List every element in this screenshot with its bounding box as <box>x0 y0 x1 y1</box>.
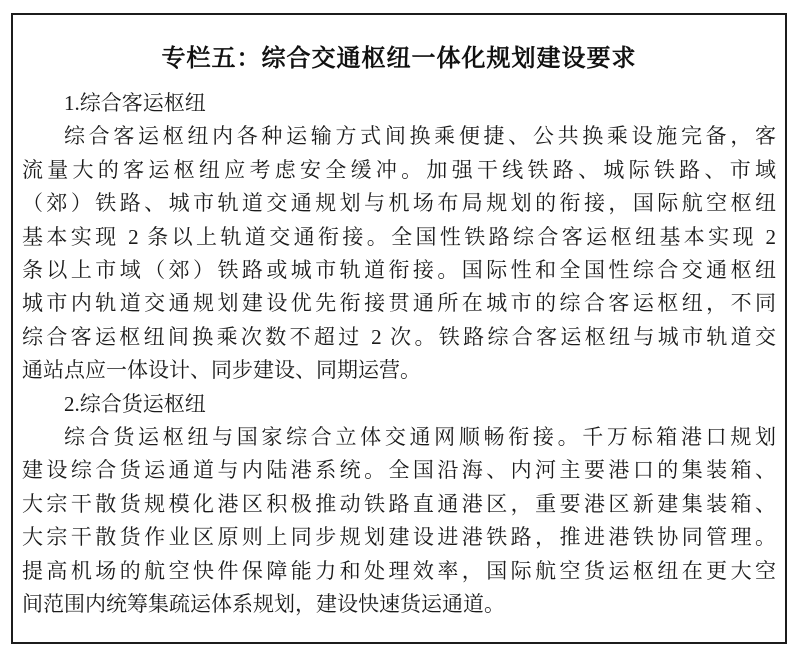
text-line: 综合客运枢纽间换乘次数不超过 2 次。铁路综合客运枢纽与城市轨道交 <box>22 324 776 349</box>
text-line: 基本实现 2 条以上轨道交通衔接。全国性铁路综合客运枢纽基本实现 2 <box>22 224 776 249</box>
text-line: （郊）铁路、城市轨道交通规划与机场布局规划的衔接，国际航空枢纽 <box>22 191 776 216</box>
text-line: 综合货运枢纽与国家综合立体交通网顺畅衔接。千万标箱港口规划 <box>64 425 776 450</box>
box-body <box>13 87 785 622</box>
text-line: 建设综合货运通道与内陆港系统。全国沿海、内河主要港口的集装箱、 <box>22 458 776 483</box>
column-five-box <box>11 13 787 644</box>
text-line: 综合客运枢纽内各种运输方式间换乘便捷、公共换乘设施完备，客 <box>64 124 776 149</box>
box-title: 专栏五：综合交通枢纽一体化规划建设要求 <box>161 45 637 72</box>
text-line: 条以上市域（郊）铁路或城市轨道衔接。国际性和全国性综合交通枢纽 <box>22 258 776 283</box>
text-line: 城市内轨道交通规划建设优先衔接贯通所在城市的综合客运枢纽，不同 <box>22 291 776 316</box>
text-line: 间范围内统筹集疏运体系规划，建设快速货运通道。 <box>22 592 505 617</box>
section-1-heading: 1.综合客运枢纽 <box>64 91 206 115</box>
text-line: 流量大的客运枢纽应考虑安全缓冲。加强干线铁路、城际铁路、市域 <box>22 157 776 182</box>
text-line: 提高机场的航空快件保障能力和处理效率，国际航空货运枢纽在更大空 <box>22 558 776 583</box>
text-line: 通站点应一体设计、同步建设、同期运营。 <box>22 358 421 383</box>
section-2-heading: 2.综合货运枢纽 <box>64 391 206 416</box>
text-line: 大宗干散货作业区原则上同步规划建设进港铁路，推进港铁协同管理。 <box>22 525 776 550</box>
text-line: 大宗干散货规模化港区积极推动铁路直通港区，重要港区新建集装箱、 <box>22 491 776 516</box>
